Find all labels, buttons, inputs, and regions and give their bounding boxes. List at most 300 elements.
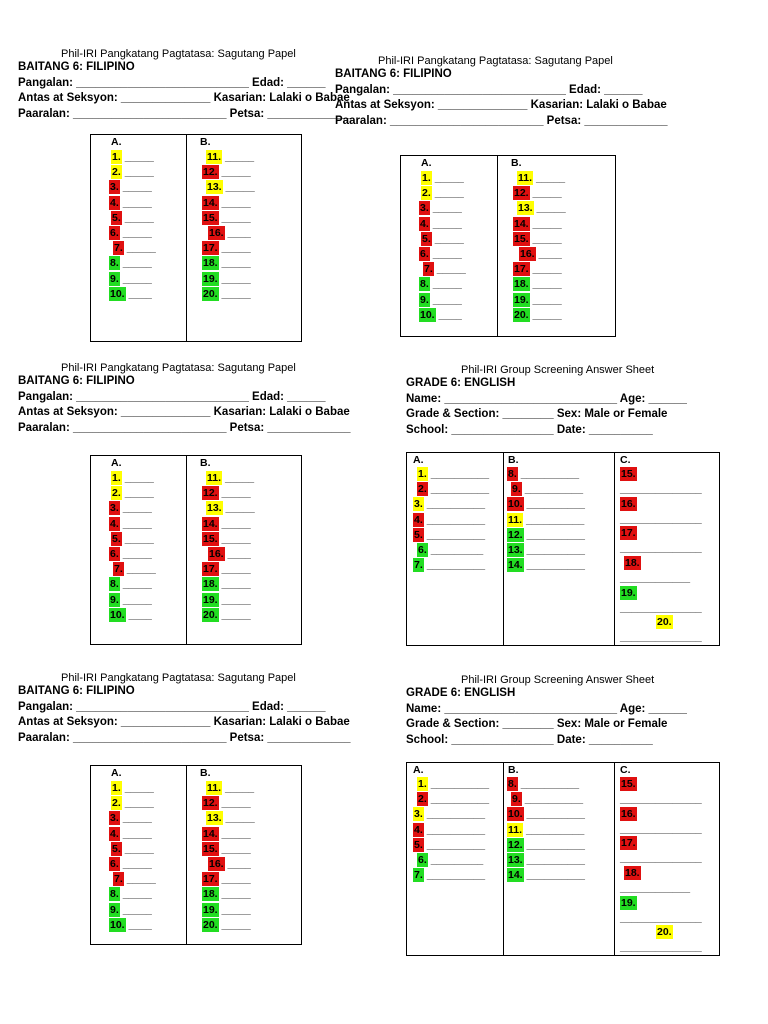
- answer-item: [202, 287, 251, 301]
- answer-item: [413, 558, 485, 572]
- answer-blank[interactable]: __________: [426, 528, 486, 541]
- answer-blank[interactable]: _____: [434, 232, 464, 245]
- item-number: 11.: [508, 823, 523, 836]
- item-number: 10.: [420, 308, 435, 321]
- answer-blank[interactable]: ____: [227, 858, 251, 870]
- item-number: 9.: [110, 593, 119, 606]
- answer-blank[interactable]: _____: [122, 257, 152, 270]
- answer-blank[interactable]: _____: [432, 278, 462, 291]
- answer-blank[interactable]: ______________: [620, 631, 702, 643]
- item-number: 4.: [414, 513, 423, 526]
- answer-blank[interactable]: __________: [526, 838, 585, 851]
- answer-blank[interactable]: _____: [432, 217, 462, 230]
- item-number: 15.: [621, 778, 636, 790]
- answer-item: [507, 558, 585, 572]
- item-number: 5.: [422, 232, 431, 245]
- item-number: 19.: [621, 587, 636, 599]
- answer-item: [413, 513, 485, 527]
- line-school[interactable]: School: ________________ Date: __________: [406, 733, 653, 746]
- answer-blank[interactable]: _____: [122, 593, 152, 606]
- item-number: 8.: [110, 257, 119, 270]
- answer-blank[interactable]: _____: [221, 827, 251, 840]
- answer-blank[interactable]: _____: [432, 248, 462, 260]
- item-number: 7.: [114, 873, 123, 886]
- answer-item: [417, 543, 483, 557]
- item-number: 18.: [625, 867, 640, 879]
- item-number: 4.: [110, 517, 119, 530]
- answer-blank[interactable]: _____: [434, 172, 464, 184]
- answer-blank[interactable]: _____: [122, 502, 152, 515]
- answer-item: [109, 547, 152, 561]
- answer-blank[interactable]: _____: [532, 232, 562, 245]
- answer-item: [206, 811, 255, 825]
- answer-blank[interactable]: __________: [426, 559, 486, 572]
- answer-blank[interactable]: _____: [122, 578, 152, 591]
- answer-item: [507, 868, 585, 882]
- answer-blank[interactable]: _____: [124, 166, 154, 179]
- answer-blank[interactable]: ______________: [620, 542, 702, 554]
- answer-item: [111, 165, 154, 179]
- answer-item: [507, 543, 585, 557]
- answer-blank[interactable]: ______________: [620, 602, 702, 614]
- answer-blank[interactable]: _____: [224, 472, 255, 484]
- answer-item: [419, 217, 462, 231]
- line-name[interactable]: Name: ___________________________ Age: ______: [406, 702, 687, 715]
- answer-item: [109, 256, 152, 270]
- answer-item: [202, 842, 251, 856]
- answer-item: [202, 196, 251, 210]
- answer-blank[interactable]: __________: [430, 468, 490, 480]
- answer-blank[interactable]: _____: [122, 827, 152, 840]
- answer-blank[interactable]: _____: [122, 517, 152, 530]
- item-number: 13.: [207, 502, 222, 515]
- answer-blank[interactable]: _____: [221, 797, 251, 810]
- answer-blank[interactable]: _____: [221, 166, 251, 179]
- answer-blank[interactable]: _____: [225, 181, 255, 194]
- answer-item-c: [620, 497, 637, 511]
- answer-item: [206, 471, 254, 485]
- answer-blank[interactable]: _____: [122, 196, 152, 209]
- item-number: 17.: [203, 242, 218, 255]
- answer-item: [517, 201, 566, 215]
- sheet-title: Phil-IRI Pangkatang Pagtatasa: Sagutang Papel: [61, 48, 296, 60]
- item-number: 1.: [422, 172, 431, 184]
- answer-item: [109, 196, 152, 210]
- answer-item: [111, 486, 154, 500]
- answer-blank[interactable]: _____: [225, 502, 255, 515]
- answer-blank[interactable]: _____: [124, 797, 154, 810]
- answer-item-c: [656, 925, 673, 939]
- item-number: 3.: [420, 202, 429, 215]
- answer-blank[interactable]: _____: [221, 532, 251, 545]
- answer-item: [421, 232, 464, 246]
- item-number: 15.: [621, 468, 636, 480]
- answer-item: [111, 471, 154, 485]
- answer-blank[interactable]: __________: [525, 823, 585, 836]
- answer-item: [417, 792, 489, 806]
- answer-blank[interactable]: ____: [538, 248, 562, 260]
- answer-blank[interactable]: _____: [532, 278, 562, 291]
- answer-blank[interactable]: _____: [122, 812, 152, 825]
- item-number: 10.: [508, 498, 523, 511]
- answer-box: [406, 452, 720, 646]
- answer-blank[interactable]: __________: [524, 483, 584, 496]
- answer-item: [109, 918, 152, 932]
- item-number: 14.: [514, 217, 529, 230]
- line-school[interactable]: Paaralan: ________________________ Petsa: _____________: [335, 114, 668, 127]
- item-number: 16.: [520, 248, 535, 260]
- answer-blank[interactable]: __________: [426, 498, 486, 511]
- answer-blank[interactable]: _____: [532, 308, 562, 321]
- answer-item: [202, 903, 251, 917]
- item-number: 14.: [203, 196, 218, 209]
- answer-blank[interactable]: __________: [526, 808, 585, 821]
- answer-item: [206, 781, 254, 795]
- line-name[interactable]: Pangalan: ___________________________ Edad: ______: [18, 700, 326, 713]
- answer-blank[interactable]: __________: [526, 544, 585, 556]
- item-number: 5.: [112, 842, 121, 855]
- answer-blank[interactable]: _____: [122, 888, 152, 901]
- answer-item: [421, 171, 464, 185]
- item-number: 12.: [514, 187, 529, 200]
- item-number: 20.: [203, 608, 218, 621]
- column-divider: [614, 763, 615, 955]
- answer-item: [202, 241, 251, 255]
- item-number: 7.: [114, 563, 123, 576]
- answer-blank[interactable]: _____: [221, 608, 251, 621]
- answer-blank[interactable]: _____: [221, 242, 251, 255]
- answer-blank[interactable]: _____: [122, 272, 152, 285]
- answer-item: [419, 308, 462, 322]
- answer-item: [109, 501, 152, 515]
- answer-item: [417, 853, 483, 867]
- answer-blank[interactable]: _____: [532, 263, 562, 276]
- answer-item: [423, 262, 466, 276]
- answer-blank[interactable]: _____: [124, 782, 154, 794]
- answer-item: [507, 807, 585, 821]
- answer-blank[interactable]: _________: [430, 854, 484, 866]
- answer-item: [109, 827, 152, 841]
- answer-blank[interactable]: _____: [221, 563, 251, 576]
- line-section[interactable]: Antas at Seksyon: ______________ Kasarian: Lalaki o Babae: [18, 716, 350, 728]
- answer-blank[interactable]: _____: [225, 812, 255, 825]
- answer-item-c: [620, 467, 637, 481]
- item-number: 18.: [203, 888, 218, 901]
- answer-item: [208, 226, 251, 240]
- item-number: 18.: [203, 257, 218, 270]
- line-school[interactable]: Paaralan: ________________________ Petsa: _____________: [18, 107, 351, 120]
- answer-blank[interactable]: _____: [221, 578, 251, 591]
- answer-blank[interactable]: _____: [436, 263, 466, 276]
- item-number: 12.: [203, 797, 218, 810]
- sheet-title: Phil-IRI Pangkatang Pagtatasa: Sagutang Papel: [61, 672, 296, 684]
- answer-blank[interactable]: _____: [221, 196, 251, 209]
- item-number: 7.: [414, 559, 423, 572]
- line-section[interactable]: Grade & Section: ________ Sex: Male or Female: [406, 408, 668, 420]
- item-number: 11.: [518, 172, 533, 184]
- answer-blank[interactable]: _____: [532, 217, 562, 230]
- line-school[interactable]: Paaralan: ________________________ Petsa: _____________: [18, 421, 351, 434]
- item-number: 2.: [112, 797, 121, 810]
- answer-item: [507, 497, 585, 511]
- answer-item: [109, 287, 152, 301]
- answer-blank[interactable]: __________: [526, 559, 585, 572]
- item-number: 19.: [514, 293, 529, 306]
- answer-item-c: [620, 836, 637, 850]
- answer-blank[interactable]: __________: [426, 869, 486, 882]
- answer-blank[interactable]: __________: [526, 854, 585, 866]
- answer-item-c: [620, 807, 637, 821]
- answer-item: [513, 232, 562, 246]
- answer-blank[interactable]: ____: [227, 548, 251, 560]
- answer-blank[interactable]: _____: [221, 842, 251, 855]
- answer-item: [202, 486, 251, 500]
- item-number: 6.: [110, 227, 119, 239]
- answer-blank[interactable]: __________: [525, 513, 585, 526]
- line-name[interactable]: Pangalan: ___________________________ Edad: ______: [18, 76, 326, 89]
- answer-item: [109, 577, 152, 591]
- column-divider: [186, 766, 187, 944]
- answer-blank[interactable]: __________: [430, 793, 490, 806]
- answer-blank[interactable]: ____________: [620, 882, 691, 894]
- answer-item: [513, 293, 562, 307]
- answer-blank[interactable]: _____: [221, 211, 251, 224]
- sheet-title: Phil-IRI Group Screening Answer Sheet: [461, 674, 655, 686]
- answer-item: [202, 272, 251, 286]
- answer-item-c: [620, 896, 637, 910]
- answer-blank[interactable]: _____: [432, 293, 462, 306]
- answer-item: [109, 272, 152, 286]
- answer-blank[interactable]: _____: [221, 487, 251, 500]
- item-number: 7.: [114, 242, 123, 255]
- answer-blank[interactable]: _____: [124, 487, 154, 500]
- answer-blank[interactable]: __________: [524, 793, 584, 806]
- answer-item: [511, 792, 583, 806]
- column-b-label: B.: [508, 764, 519, 776]
- answer-box: [400, 155, 616, 337]
- answer-blank[interactable]: __________: [426, 808, 486, 821]
- answer-blank[interactable]: ______________: [620, 483, 702, 495]
- answer-item: [419, 247, 462, 261]
- answer-blank[interactable]: _____: [221, 873, 251, 886]
- grade: GRADE 6: ENGLISH: [406, 377, 516, 389]
- item-number: 4.: [110, 196, 119, 209]
- answer-item: [202, 796, 251, 810]
- answer-blank[interactable]: ____: [227, 227, 251, 239]
- line-section[interactable]: Antas at Seksyon: ______________ Kasarian: Lalaki o Babae: [18, 92, 350, 104]
- answer-blank[interactable]: ____: [128, 608, 152, 621]
- answer-blank[interactable]: ______________: [620, 793, 702, 805]
- answer-blank[interactable]: _____: [124, 211, 154, 224]
- answer-item: [111, 150, 154, 164]
- answer-item: [109, 517, 152, 531]
- answer-blank[interactable]: _____: [122, 858, 152, 870]
- answer-blank[interactable]: _____: [124, 842, 154, 855]
- line-name[interactable]: Name: ___________________________ Age: ______: [406, 392, 687, 405]
- answer-blank[interactable]: _____: [224, 151, 255, 163]
- answer-blank[interactable]: _____: [532, 293, 562, 306]
- answer-item: [413, 868, 485, 882]
- item-number: 17.: [621, 527, 636, 539]
- answer-item: [111, 532, 154, 546]
- item-number: 4.: [110, 827, 119, 840]
- answer-blank[interactable]: _____: [432, 202, 462, 215]
- item-number: 2.: [418, 483, 427, 496]
- answer-item: [413, 497, 485, 511]
- item-number: 10.: [110, 608, 125, 621]
- answer-blank[interactable]: ____________: [620, 572, 691, 584]
- answer-blank[interactable]: __________: [430, 778, 490, 790]
- item-number: 1.: [112, 472, 121, 484]
- answer-item: [513, 217, 562, 231]
- answer-blank[interactable]: _____: [221, 287, 251, 300]
- answer-blank[interactable]: _________: [430, 544, 484, 556]
- item-number: 16.: [621, 498, 636, 510]
- answer-blank[interactable]: _____: [221, 903, 251, 916]
- answer-blank[interactable]: _____: [535, 172, 566, 184]
- item-number: 14.: [203, 517, 218, 530]
- answer-item: [109, 903, 152, 917]
- answer-item-c: [620, 586, 637, 600]
- line-school[interactable]: School: ________________ Date: __________: [406, 423, 653, 436]
- answer-blank[interactable]: _____: [434, 187, 464, 200]
- answer-item: [507, 467, 579, 481]
- answer-blank[interactable]: ____: [128, 287, 152, 300]
- item-number: 13.: [508, 544, 523, 556]
- answer-blank[interactable]: _____: [122, 227, 152, 239]
- answer-item: [109, 226, 152, 240]
- item-number: 12.: [508, 838, 523, 851]
- item-number: 19.: [203, 903, 218, 916]
- item-number: 9.: [420, 293, 429, 306]
- item-number: 7.: [424, 263, 433, 276]
- answer-blank[interactable]: ______________: [620, 912, 702, 924]
- answer-item: [413, 807, 485, 821]
- item-number: 6.: [418, 854, 427, 866]
- answer-item: [111, 211, 154, 225]
- column-b-label: B.: [200, 136, 211, 148]
- item-number: 17.: [203, 873, 218, 886]
- item-number: 17.: [621, 837, 636, 849]
- answer-box: [406, 762, 720, 956]
- line-name[interactable]: Pangalan: ___________________________ Edad: ______: [18, 390, 326, 403]
- answer-blank[interactable]: _____: [122, 548, 152, 560]
- item-number: 10.: [110, 918, 125, 931]
- item-number: 19.: [203, 593, 218, 606]
- item-number: 3.: [110, 812, 119, 825]
- answer-blank[interactable]: _____: [221, 517, 251, 530]
- column-divider: [614, 453, 615, 645]
- answer-blank[interactable]: _____: [126, 242, 156, 255]
- answer-blank[interactable]: __________: [526, 869, 585, 882]
- item-number: 16.: [621, 808, 636, 820]
- answer-blank[interactable]: _____: [221, 272, 251, 285]
- answer-blank[interactable]: __________: [426, 823, 486, 836]
- column-divider: [503, 453, 504, 645]
- column-a-label: A.: [111, 767, 122, 779]
- answer-blank[interactable]: _____: [221, 918, 251, 931]
- item-number: 1.: [418, 468, 427, 480]
- answer-item-c: [624, 556, 641, 570]
- answer-blank[interactable]: ______________: [620, 852, 702, 864]
- answer-blank[interactable]: _____: [221, 888, 251, 901]
- item-number: 8.: [508, 468, 517, 480]
- answer-blank[interactable]: ______________: [620, 823, 702, 835]
- answer-blank[interactable]: _____: [532, 187, 562, 200]
- item-number: 20.: [203, 287, 218, 300]
- item-number: 3.: [414, 808, 423, 821]
- item-number: 11.: [207, 782, 222, 794]
- sheet-title: Phil-IRI Pangkatang Pagtatasa: Sagutang Papel: [378, 55, 613, 67]
- line-section[interactable]: Grade & Section: ________ Sex: Male or Female: [406, 718, 668, 730]
- item-number: 18.: [203, 578, 218, 591]
- answer-item: [513, 262, 562, 276]
- answer-blank[interactable]: __________: [426, 838, 486, 851]
- answer-item: [417, 467, 489, 481]
- item-number: 7.: [414, 869, 423, 882]
- answer-blank[interactable]: _____: [224, 782, 255, 794]
- item-number: 5.: [414, 838, 423, 851]
- answer-item: [202, 593, 251, 607]
- item-number: 9.: [110, 272, 119, 285]
- item-number: 11.: [207, 151, 222, 163]
- item-number: 13.: [518, 202, 533, 215]
- answer-blank[interactable]: _____: [221, 593, 251, 606]
- line-school[interactable]: Paaralan: ________________________ Petsa: _____________: [18, 731, 351, 744]
- answer-blank[interactable]: __________: [520, 778, 580, 790]
- item-number: 15.: [203, 211, 218, 224]
- answer-item: [202, 608, 251, 622]
- item-number: 9.: [512, 793, 521, 806]
- item-number: 18.: [514, 278, 529, 291]
- answer-item: [202, 577, 251, 591]
- answer-blank[interactable]: __________: [520, 468, 580, 480]
- answer-blank[interactable]: __________: [526, 498, 585, 511]
- answer-blank[interactable]: _____: [124, 472, 154, 484]
- answer-blank[interactable]: ______________: [620, 941, 702, 953]
- item-number: 2.: [422, 187, 431, 200]
- item-number: 8.: [110, 578, 119, 591]
- answer-box: [90, 765, 302, 945]
- line-section[interactable]: Antas at Seksyon: ______________ Kasarian: Lalaki o Babae: [18, 406, 350, 418]
- answer-blank[interactable]: ______________: [620, 513, 702, 525]
- answer-blank[interactable]: _____: [126, 563, 156, 576]
- answer-blank[interactable]: __________: [526, 528, 585, 541]
- answer-blank[interactable]: _____: [124, 532, 154, 545]
- answer-blank[interactable]: _____: [122, 903, 152, 916]
- answer-blank[interactable]: _____: [126, 873, 156, 886]
- grade: BAITANG 6: FILIPINO: [18, 685, 135, 697]
- line-name[interactable]: Pangalan: ___________________________ Edad: ______: [335, 83, 643, 96]
- answer-blank[interactable]: ____: [128, 918, 152, 931]
- item-number: 6.: [110, 548, 119, 560]
- answer-blank[interactable]: _____: [536, 202, 566, 215]
- answer-item: [202, 872, 251, 886]
- item-number: 5.: [112, 211, 121, 224]
- item-number: 12.: [203, 487, 218, 500]
- line-section[interactable]: Antas at Seksyon: ______________ Kasarian: Lalaki o Babae: [335, 99, 667, 111]
- answer-blank[interactable]: _____: [124, 151, 154, 163]
- answer-blank[interactable]: __________: [426, 513, 486, 526]
- answer-item: [208, 857, 251, 871]
- answer-item: [202, 165, 251, 179]
- column-divider: [503, 763, 504, 955]
- column-b-label: B.: [200, 767, 211, 779]
- answer-blank[interactable]: __________: [430, 483, 490, 496]
- answer-blank[interactable]: _____: [221, 257, 251, 270]
- answer-blank[interactable]: ____: [438, 308, 462, 321]
- answer-blank[interactable]: _____: [122, 181, 152, 194]
